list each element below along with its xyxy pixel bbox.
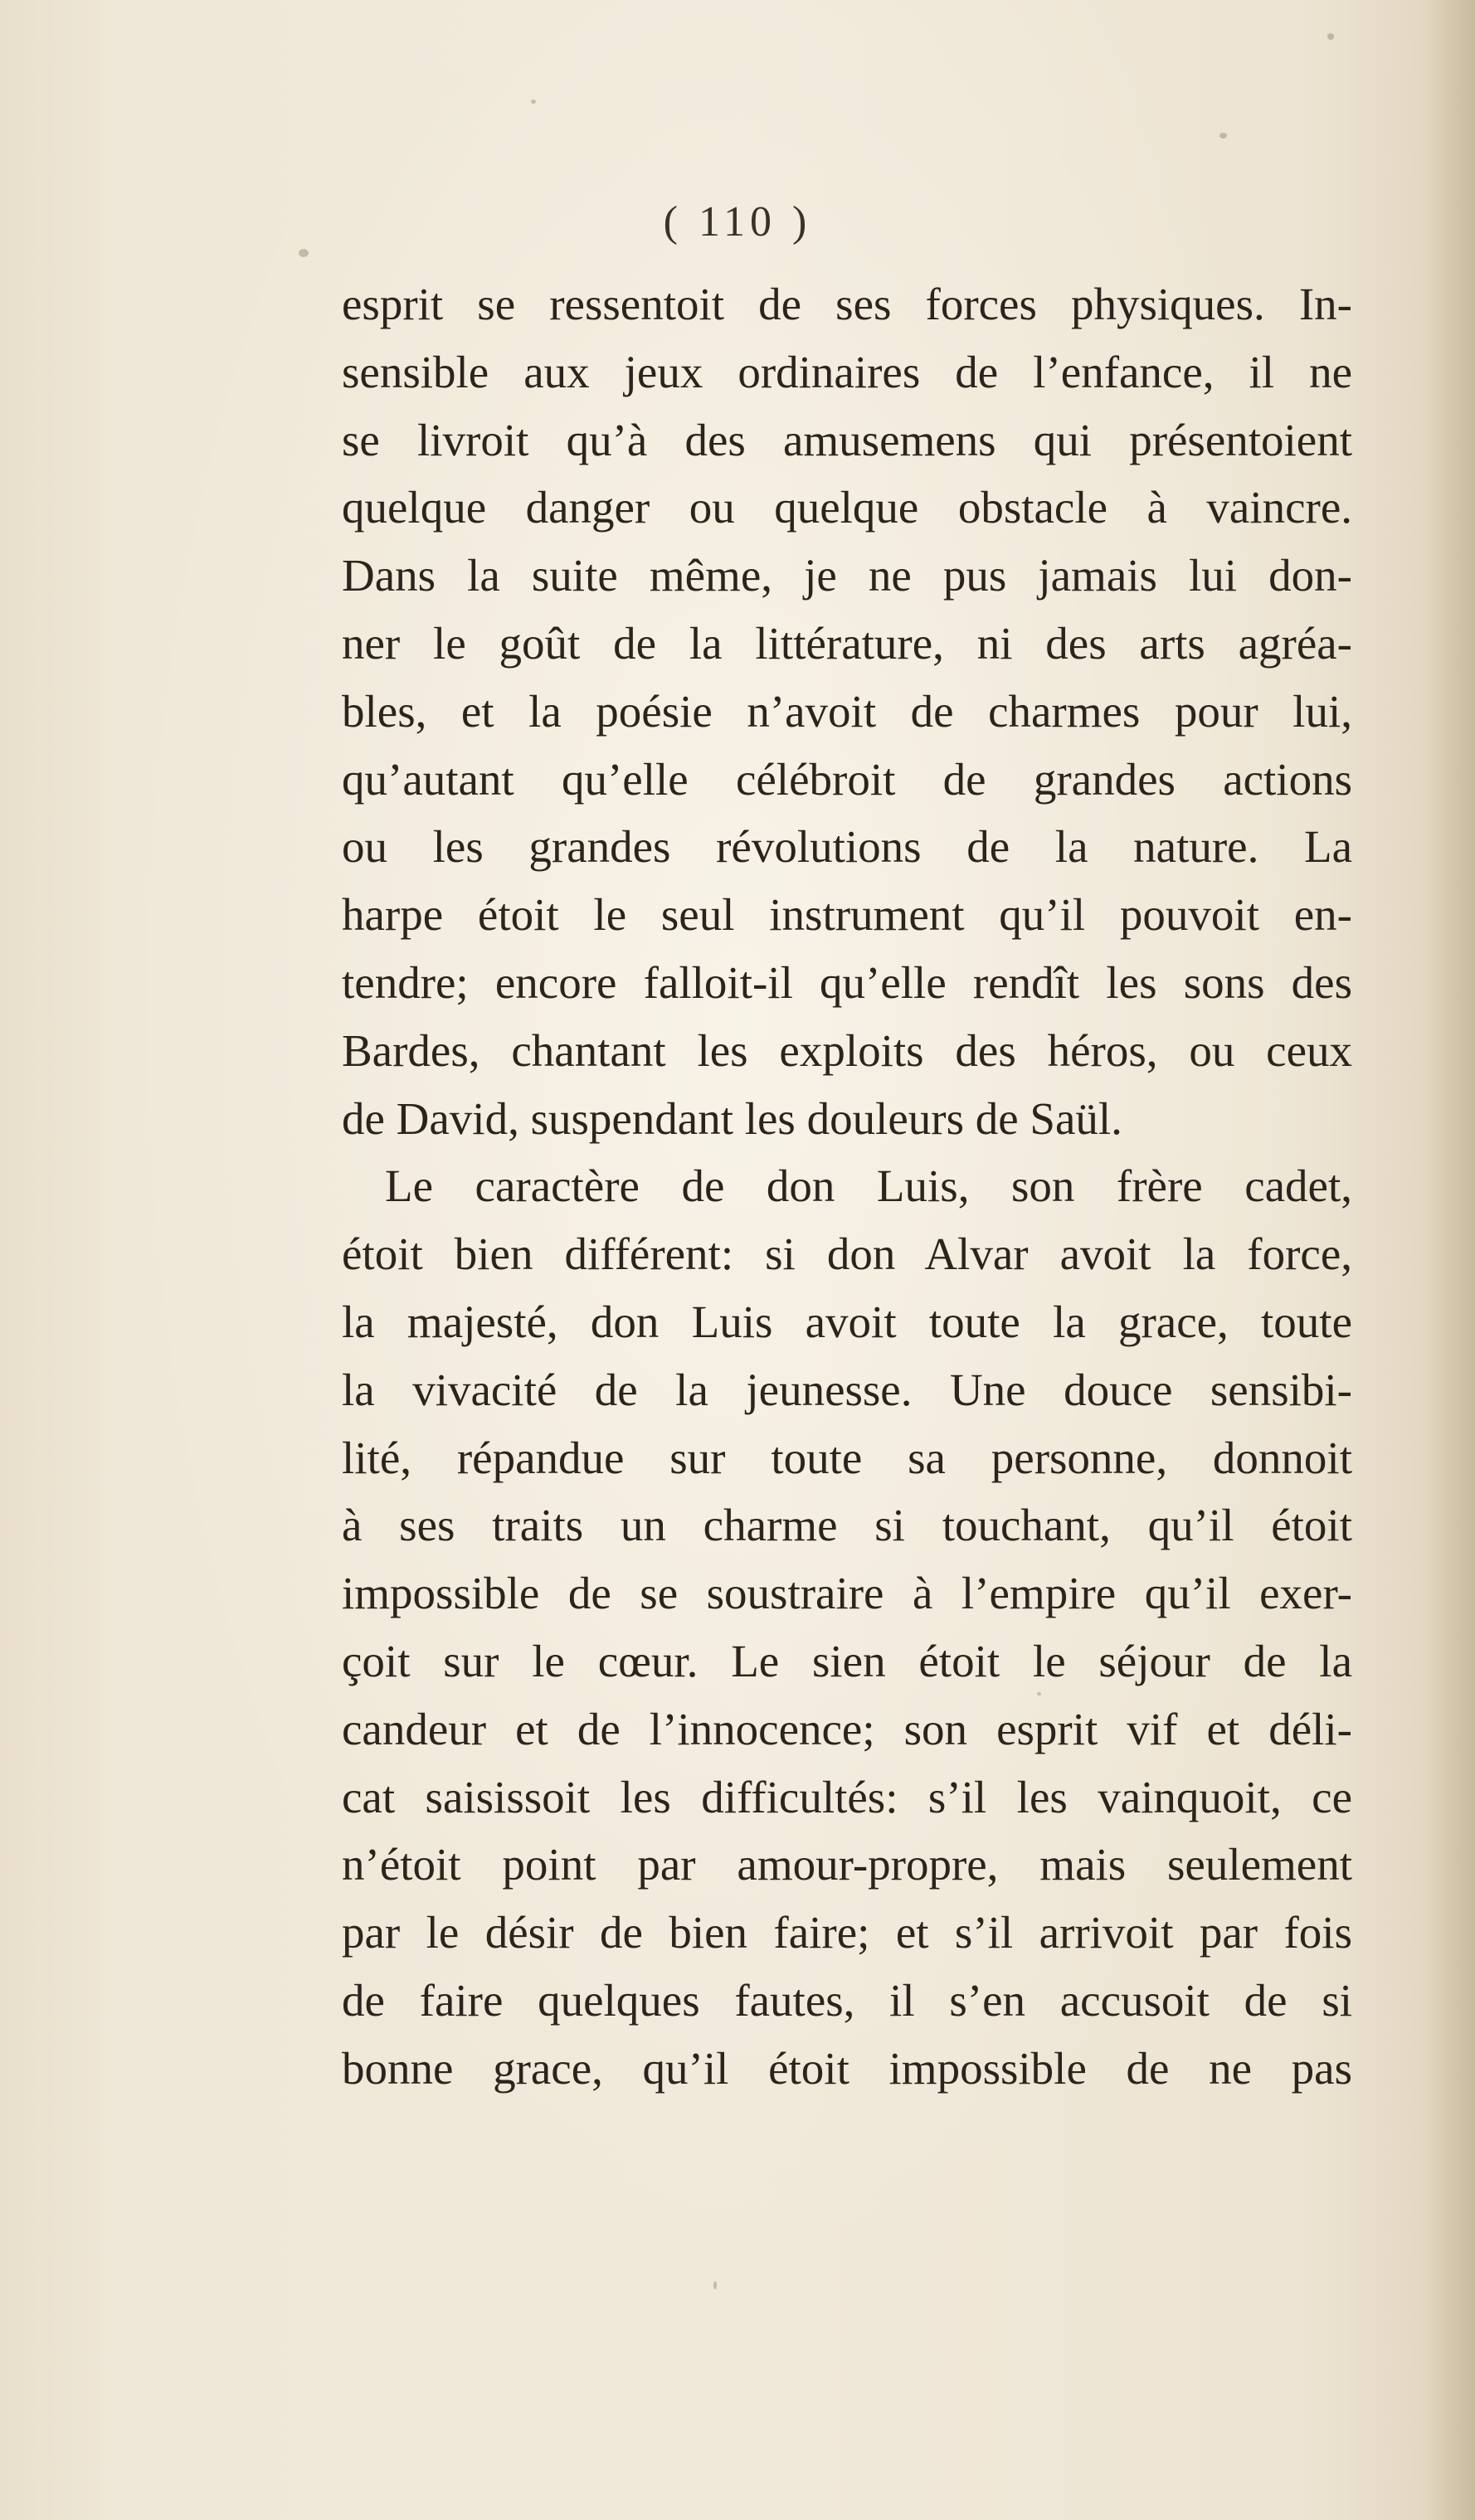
page-number: ( 110 ) [663, 198, 812, 246]
text-line: Dans la suite même, je ne pus jamais lui don- [342, 550, 1352, 601]
text-line: lité, répandue sur toute sa personne, donnoit [342, 1432, 1352, 1483]
text-line: ou les grandes révolutions de la nature. La [342, 821, 1352, 873]
text-line: à ses traits un charme si touchant, qu’il étoit [342, 1500, 1352, 1551]
text-line: candeur et de l’innocence; son esprit vif et déli- [342, 1703, 1352, 1754]
paper-speck [1327, 33, 1334, 40]
text-line: sensible aux jeux ordinaires de l’enfance, il ne [342, 346, 1352, 397]
page-edge-shadow [1425, 0, 1475, 2520]
text-line: çoit sur le cœur. Le sien étoit le séjour de la [342, 1635, 1352, 1686]
paragraph-end-line: de David, suspendant les douleurs de Saül. [342, 1092, 1122, 1144]
text-line: la vivacité de la jeunesse. Une douce sensibi- [342, 1364, 1352, 1415]
text-line: Bardes, chantant les exploits des héros, ou ceux [342, 1024, 1352, 1076]
text-line: esprit se ressentoit de ses forces physiques. In- [342, 279, 1352, 329]
text-line: de faire quelques fautes, il s’en accusoit de si [342, 1974, 1352, 2026]
text-line: se livroit qu’à des amusemens qui présentoient [342, 414, 1352, 465]
text-line: harpe étoit le seul instrument qu’il pouvoit en- [342, 889, 1352, 941]
text-line: la majesté, don Luis avoit toute la grace, toute [342, 1296, 1352, 1347]
text-line: par le désir de bien faire; et s’il arrivoit par fois [342, 1907, 1352, 1958]
text-line: tendre; encore falloit-il qu’elle rendît les sons des [342, 956, 1352, 1008]
paper-speck [713, 2281, 717, 2289]
body-text [342, 270, 1352, 2103]
paragraph-start-line: Le caractère de don Luis, son frère cadet, [385, 1160, 1352, 1212]
text-line: n’étoit point par amour-propre, mais seulement [342, 1839, 1352, 1890]
paper-speck [299, 249, 309, 257]
text-line: bles, et la poésie n’avoit de charmes pour lui, [342, 685, 1352, 737]
paper-speck [1219, 133, 1227, 139]
text-line: bonne grace, qu’il étoit impossible de ne pas [342, 2042, 1352, 2094]
text-line: cat saisissoit les difficultés: s’il les vainquoit, ce [342, 1771, 1352, 1822]
text-line: étoit bien différent: si don Alvar avoit la force, [342, 1228, 1352, 1280]
text-line: qu’autant qu’elle célébroit de grandes actions [342, 753, 1352, 805]
text-line: quelque danger ou quelque obstacle à vaincre. [342, 482, 1352, 533]
paper-speck [531, 100, 536, 104]
text-line: ner le goût de la littérature, ni des arts agréa- [342, 617, 1352, 669]
text-line: impossible de se soustraire à l’empire qu’il exer- [342, 1568, 1352, 1619]
